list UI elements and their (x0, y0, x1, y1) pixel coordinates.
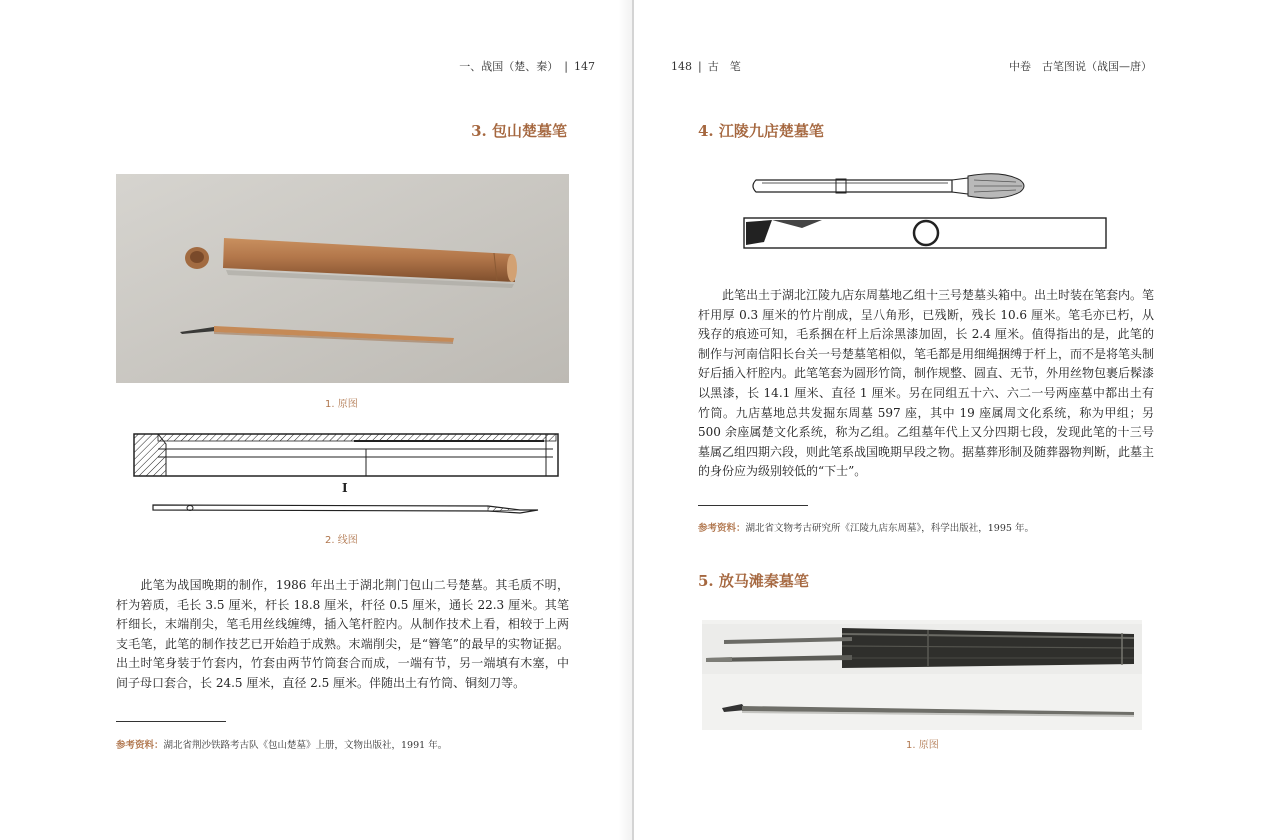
reference-label: 参考资料： (698, 523, 746, 534)
footnote-rule (116, 721, 226, 722)
page-number: 147 (574, 60, 595, 73)
section4-title: 4. 江陵九店楚墓笔 (698, 122, 824, 140)
fangmatan-brush-photo (702, 620, 1142, 730)
right-running-head-left (671, 58, 741, 74)
figure1-caption: 1. 原图 (325, 399, 358, 410)
brush-photo (116, 174, 569, 383)
left-running-head (459, 58, 595, 74)
reference-note (116, 737, 447, 751)
reference-text: 湖北省荆沙铁路考古队《包山楚墓》上册，文物出版社，1991 年。 (163, 740, 448, 751)
book-title: 古 笔 (707, 60, 741, 73)
reference-text: 湖北省文物考古研究所《江陵九店东周墓》，科学出版社，1995 年。 (745, 523, 1034, 534)
right-page (634, 0, 1267, 840)
paragraph-text: 此笔为战国晚期的制作，1986 年出土于湖北荆门包山二号楚墓。其毛质不明，杆为箬质，毛长 3.5 厘米，杆长 18.8 厘米，杆径 0.5 厘米，通长 22.3 厘米。其笔杆细长，末端削尖，笔毛用丝线缠缚，插入笔杆腔内。从制作技术上看，相较于上两支毛笔，此笔的制作技艺已开始趋于成熟。末端削尖，是“簪笔”的最早的实物证据。出土时笔身装于竹套内，竹套由两节竹筒套合而成，一端有节，另一端填有木塞，中间子母口套合，长 24.5 厘米，直径 2.5 厘米。伴随出土有竹筒、铜刻刀等。 (116, 578, 569, 690)
gutter-shade-left (618, 0, 632, 840)
figure-caption: 1. 原图 (906, 740, 939, 751)
right-running-head-right (1009, 58, 1152, 74)
footnote-rule (698, 505, 808, 506)
volume-title: 中卷 古笔图说（战国—唐） (1009, 60, 1152, 73)
body-paragraph (698, 286, 1154, 482)
reference-label: 参考资料： (116, 740, 164, 751)
section-title: 3. 包山楚墓笔 (471, 122, 567, 140)
header-separator: | (698, 60, 702, 73)
figure2-label: Ⅰ (342, 481, 348, 495)
line-drawing-image (128, 430, 560, 520)
brush-line-drawing (128, 430, 560, 520)
left-page (0, 0, 633, 840)
chapter-title: 一、战国（楚、秦） (459, 60, 559, 73)
body-paragraph (116, 576, 569, 694)
jiangling-brush-drawing (742, 166, 1122, 254)
figure2-caption: 2. 线图 (325, 535, 358, 546)
fangmatan-photo-image (702, 620, 1142, 730)
reference-note (698, 520, 1034, 534)
section5-title: 5. 放马滩秦墓笔 (698, 572, 809, 590)
page-number: 148 (671, 60, 692, 73)
brush-photo-image (116, 174, 569, 383)
header-separator: | (564, 60, 568, 73)
jiangling-drawing-image (742, 166, 1122, 254)
paragraph-text: 此笔出土于湖北江陵九店东周墓地乙组十三号楚墓头箱中。出土时装在笔套内。笔杆用厚 0.3 厘米的竹片削成，呈八角形，已残断，残长 10.6 厘米。笔毛亦已朽，从残存的痕迹可知，毛系捆在杆上后涂黑漆加固，长 2.4 厘米。值得指出的是，此笔的制作与河南信阳长台关一号楚墓笔相似，笔毛都是用细绳捆缚于杆上，而不是将笔头制好后插入杆腔内。此笔笔套为圆形竹筒，制作规整、圆直、无节，外用丝物包裹后髹漆以黑漆，长 14.1 厘米、直径 1 厘米。另在同组五十六、六二一号两座墓中都出土有竹筒。九店墓地总共发掘东周墓 597 座，其中 19 座属周文化系统，称为甲组；另 500 余座属楚文化系统，称为乙组。乙组墓年代上又分四期七段，发现此笔的十三号墓属乙组四期六段，则此笔系战国晚期早段之物。据墓葬形制及随葬器物判断，此墓主的身份应为级别较低的“下士”。 (698, 288, 1155, 479)
